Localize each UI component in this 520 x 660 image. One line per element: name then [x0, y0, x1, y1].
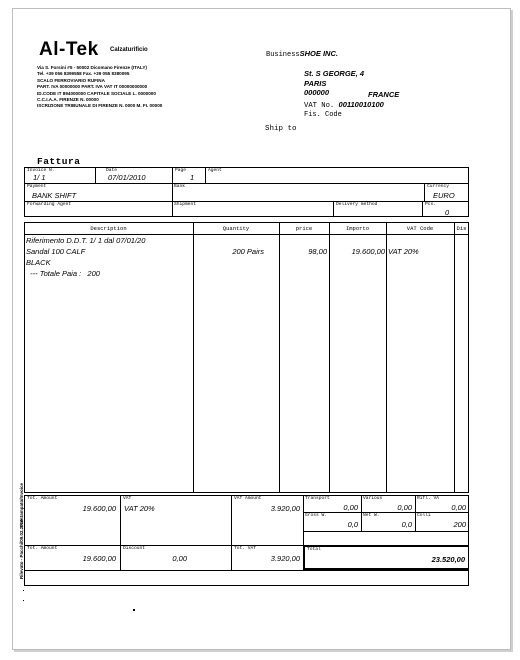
divider [24, 570, 469, 571]
customer-city: PARIS [304, 78, 327, 88]
company-subtitle: Calzaturificio [110, 47, 148, 53]
various-label: Various [363, 496, 383, 501]
divider [361, 495, 362, 531]
total-label: Total [307, 547, 321, 552]
date-value: 07/01/2010 [108, 173, 146, 182]
dot-mark [133, 609, 135, 611]
pcs-label: Pcs. [425, 202, 437, 207]
column-header-quantity: Quantity [222, 225, 250, 232]
currency-value: EURO [433, 191, 455, 200]
address-line: Tel. +39 056 8399558 Fax. +39 055 8380095 [37, 71, 130, 77]
line-description: Riferimento D.D.T. 1/ 1 dal 07/01/20 [26, 236, 146, 245]
gross-weight-value: 0,0 [347, 520, 358, 529]
divider [172, 167, 173, 183]
payment-label: Payment [27, 184, 47, 189]
delivery-method-label: Delivery method [336, 202, 378, 207]
rifl-label: Rifl. VA [417, 496, 440, 501]
line-description: --- Totale Paia : 200 [26, 269, 100, 278]
divider [24, 183, 469, 184]
divider [95, 167, 96, 183]
line-amount: 19.600,00 [351, 247, 385, 256]
divider [422, 201, 423, 217]
divider [120, 495, 121, 570]
column-header-price: price [295, 225, 313, 232]
customer-country: FRANCE [368, 90, 400, 99]
divider [24, 201, 469, 202]
net-weight-value: 0,0 [401, 520, 412, 529]
line-items-table [24, 222, 469, 493]
company-logo-name: Al-Tek [39, 39, 99, 60]
column-divider [193, 222, 194, 493]
side-note: Rilevato - Pacchi/09.02.2010 [19, 519, 24, 579]
pcs-value: 0 [445, 208, 450, 217]
vat-label: VAT [123, 496, 132, 501]
line-vat: VAT 20% [388, 247, 419, 256]
divider [205, 167, 206, 183]
vat-amount-label: VAT Amount [234, 496, 262, 501]
dot-mark [23, 590, 24, 591]
total-value: 23.520,00 [431, 555, 465, 564]
line-quantity: 200 Pairs [232, 247, 264, 256]
column-divider [454, 222, 455, 493]
transport-label: Transport [305, 496, 330, 501]
discount-value: 0,00 [172, 554, 187, 563]
line-description: Sandal 100 CALF [26, 247, 86, 256]
ship-to-label: Ship to [265, 125, 297, 133]
customer-fis-code: Fis. Code [304, 111, 342, 119]
invoice-number-value: 1/ 1 [33, 173, 46, 182]
divider [415, 495, 416, 531]
line-price: 98,00 [308, 247, 327, 256]
customer-zip: 000000 [304, 88, 330, 97]
payment-value: BANK SHIFT [32, 191, 77, 200]
total-amount-label: Tot. Amount [27, 546, 58, 551]
divider [424, 183, 425, 201]
bank-label: Bank [174, 184, 186, 189]
tot-amount-value: 19.600,00 [82, 504, 116, 513]
column-divider [279, 222, 280, 493]
customer-address [304, 69, 364, 98]
business-label: Business [266, 51, 300, 59]
agent-label: Agent [208, 168, 222, 173]
customer-vat [304, 100, 384, 110]
various-value: 0,00 [397, 503, 412, 512]
shipment-label: Shipment [174, 202, 197, 207]
column-header-importo: Importo [345, 225, 370, 232]
date-label: Date [106, 168, 118, 173]
column-header-description: Description [90, 225, 127, 232]
discount-label: Discount [123, 546, 146, 551]
column-header-discount: Dis [456, 225, 467, 232]
address-line: ISCRIZIONE TRIBUNALE DI FIRENZE N. 0000 M. FI. 00000 [37, 103, 163, 109]
divider [172, 183, 173, 217]
business-name: SHOE INC. [299, 49, 338, 58]
customer-business [266, 49, 338, 59]
side-note: Prestampato/Invoice [19, 482, 24, 527]
vat-code-value: VAT 20% [124, 504, 155, 513]
colli-value: 200 [453, 520, 466, 529]
line-description: BLACK [26, 258, 51, 267]
invoice-number-label: Invoice N. [27, 168, 55, 173]
net-weight-label: Net W. [363, 513, 380, 518]
tot-amount-label: Tot. Amount [27, 496, 58, 501]
tot-vat-value: 3.920,00 [270, 554, 300, 563]
divider [303, 512, 469, 513]
address-line: C.C.I.A.A. FIRENZE N. 00000 [37, 97, 99, 103]
invoice-page [12, 8, 511, 650]
vat-value: 00110010100 [338, 100, 384, 109]
page-label: Page [175, 168, 187, 173]
header-fields-box [24, 167, 469, 217]
address-line: Via S. Forsini #5 - 50002 Dicomano Firenze (ITALY) [37, 65, 147, 70]
rifl-value: 0,00 [451, 503, 466, 512]
divider [231, 495, 232, 570]
address-line: SCALO FERROVIARIO RUFINA [37, 77, 105, 83]
column-divider [329, 222, 330, 493]
divider [333, 201, 334, 217]
vat-label: VAT No. [304, 102, 335, 110]
address-line: PART. IVA 00000000 PART. IVA VAT IT 00000000000 [37, 84, 148, 90]
address-line: ID.CODE IT 894000000 CAPITALE SOCIALE L. 0000000 [37, 90, 156, 96]
column-divider [386, 222, 387, 493]
transport-value: 0,00 [343, 503, 358, 512]
table-header-divider [24, 234, 469, 235]
gross-weight-label: Gross W. [305, 513, 328, 518]
vat-amount-value: 3.920,00 [270, 504, 300, 513]
page-value: 1 [190, 173, 195, 182]
currency-label: Currency [427, 184, 450, 189]
forwarding-agent-label: Forwarding Agent [27, 202, 72, 207]
column-header-vat-code: VAT Code [406, 225, 434, 232]
colli-label: Colli [417, 513, 431, 518]
customer-street: St. S GEORGE, 4 [304, 69, 365, 78]
document-title: Fattura [37, 156, 81, 167]
total-amount-value: 19.600,00 [82, 554, 116, 563]
divider [303, 531, 469, 532]
tot-vat-label: Tot. VAT [234, 546, 257, 551]
dot-mark [23, 600, 24, 601]
company-address [37, 65, 162, 110]
